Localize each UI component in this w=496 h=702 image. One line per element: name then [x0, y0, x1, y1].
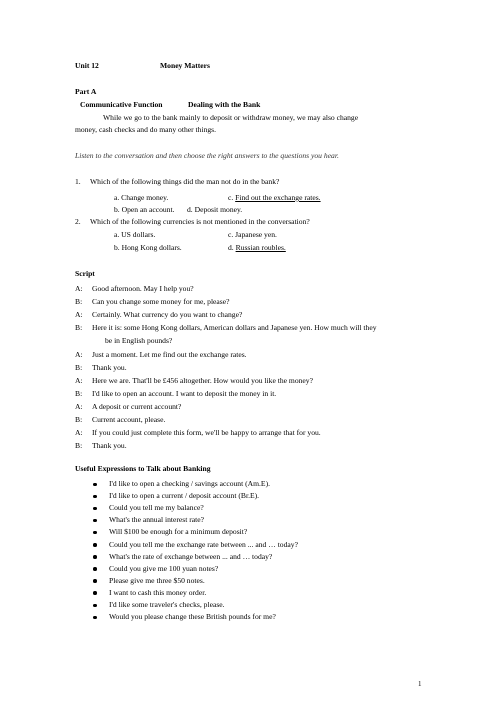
q2-option-c: c. Japanese yen. — [228, 230, 277, 239]
bullet-icon — [93, 483, 97, 487]
expressions-heading: Useful Expressions to Talk about Banking — [75, 464, 211, 473]
speaker-label: A: — [75, 428, 83, 438]
script-line: Here we are. That'll be £456 altogether. How would you like the money? — [92, 375, 313, 385]
script-line: Thank you. — [92, 441, 127, 451]
speaker-label: B: — [75, 441, 83, 451]
expression-item: I'd like some traveler's checks, please. — [109, 600, 225, 609]
speaker-label: A: — [75, 375, 83, 385]
part-heading: Part A — [75, 87, 97, 96]
expression-item: Will $100 be enough for a minimum deposit? — [109, 527, 248, 537]
question-2-text: Which of the following currencies is not mentioned in the conversation? — [90, 217, 310, 226]
question-2-number: 2. — [75, 217, 81, 226]
script-line: Can you change some money for me, please? — [92, 297, 230, 307]
intro-line-2: money, cash checks and do many other things. — [75, 125, 217, 134]
bullet-icon — [93, 591, 97, 595]
speaker-label: B: — [75, 388, 83, 398]
bullet-icon — [93, 543, 97, 547]
q2-option-d — [228, 243, 286, 252]
q1-option-c — [228, 193, 321, 202]
bullet-icon — [93, 495, 97, 499]
expression-item: I'd like to open a checking / savings account (Am.E). — [109, 479, 271, 488]
speaker-label: B: — [75, 297, 83, 307]
bullet-icon — [93, 507, 97, 511]
q1-option-d: d. Deposit money. — [187, 205, 243, 214]
speaker-label: A: — [75, 284, 83, 293]
speaker-label: A: — [75, 310, 83, 320]
bullet-icon — [93, 567, 97, 571]
speaker-label: B: — [75, 323, 83, 333]
expression-item: Please give me three $50 notes. — [109, 575, 205, 585]
speaker-label: A: — [75, 349, 83, 359]
expression-item: What's the rate of exchange between ... and … today? — [109, 551, 273, 561]
page-number: 1 — [418, 680, 422, 688]
intro-line-1: While we go to the bank mainly to deposit or withdraw money, we may also change — [103, 113, 359, 122]
expression-item: Could you tell me my balance? — [109, 503, 204, 513]
script-line: be in English pounds? — [105, 336, 173, 346]
expression-item: I'd like to open a current / deposit account (Br.E). — [109, 491, 260, 501]
script-line: Just a moment. Let me find out the exchange rates. — [92, 349, 247, 359]
bullet-icon — [93, 555, 97, 559]
script-line: Here it is: some Hong Kong dollars, American dollars and Japanese yen. How much will they — [92, 323, 377, 333]
q2-option-b: b. Hong Kong dollars. — [114, 243, 182, 252]
q1-option-c-prefix: c. — [228, 193, 236, 202]
script-heading: Script — [75, 269, 95, 278]
q1-option-a: a. Change money. — [114, 193, 169, 202]
q1-option-b: b. Open an account. — [114, 205, 175, 214]
q2-option-a: a. US dollars. — [114, 230, 156, 239]
bullet-icon — [93, 531, 97, 535]
expression-item: Would you please change these British pounds for me? — [109, 612, 276, 622]
bullet-icon — [93, 519, 97, 523]
script-line: If you could just complete this form, we'll be happy to arrange that for you. — [92, 428, 321, 438]
expression-item: Could you give me 100 yuan notes? — [109, 563, 219, 573]
script-line: Thank you. — [92, 362, 127, 372]
script-line: Good afternoon. May I help you? — [92, 284, 194, 293]
function-label: Communicative Function — [80, 100, 163, 109]
bullet-icon — [93, 579, 97, 583]
q2-option-d-prefix: d. — [228, 243, 236, 252]
expression-item: I want to cash this money order. — [109, 587, 207, 597]
script-line: Certainly. What currency do you want to change? — [92, 310, 243, 320]
instruction: Listen to the conversation and then choose the right answers to the questions you hear. — [75, 151, 339, 160]
speaker-label: A: — [75, 401, 83, 411]
question-1-number: 1. — [75, 177, 81, 186]
unit-label: Unit 12 — [75, 61, 99, 70]
unit-title: Money Matters — [160, 61, 210, 70]
speaker-label: B: — [75, 415, 83, 424]
function-name: Dealing with the Bank — [188, 100, 261, 109]
q1-option-c-text: Find out the exchange rates. — [235, 193, 321, 202]
script-line: A deposit or current account? — [92, 401, 182, 411]
q2-option-d-text: Russian roubles. — [235, 243, 286, 252]
question-1-text: Which of the following things did the man not do in the bank? — [90, 177, 280, 186]
speaker-label: B: — [75, 362, 83, 372]
bullet-icon — [93, 616, 97, 620]
script-line: Current account, please. — [92, 415, 166, 424]
expression-item: What's the annual interest rate? — [109, 515, 204, 525]
bullet-icon — [93, 604, 97, 608]
expression-item: Could you tell me the exchange rate between ... and … today? — [109, 539, 298, 549]
script-line: I'd like to open an account. I want to deposit the money in it. — [92, 388, 277, 398]
